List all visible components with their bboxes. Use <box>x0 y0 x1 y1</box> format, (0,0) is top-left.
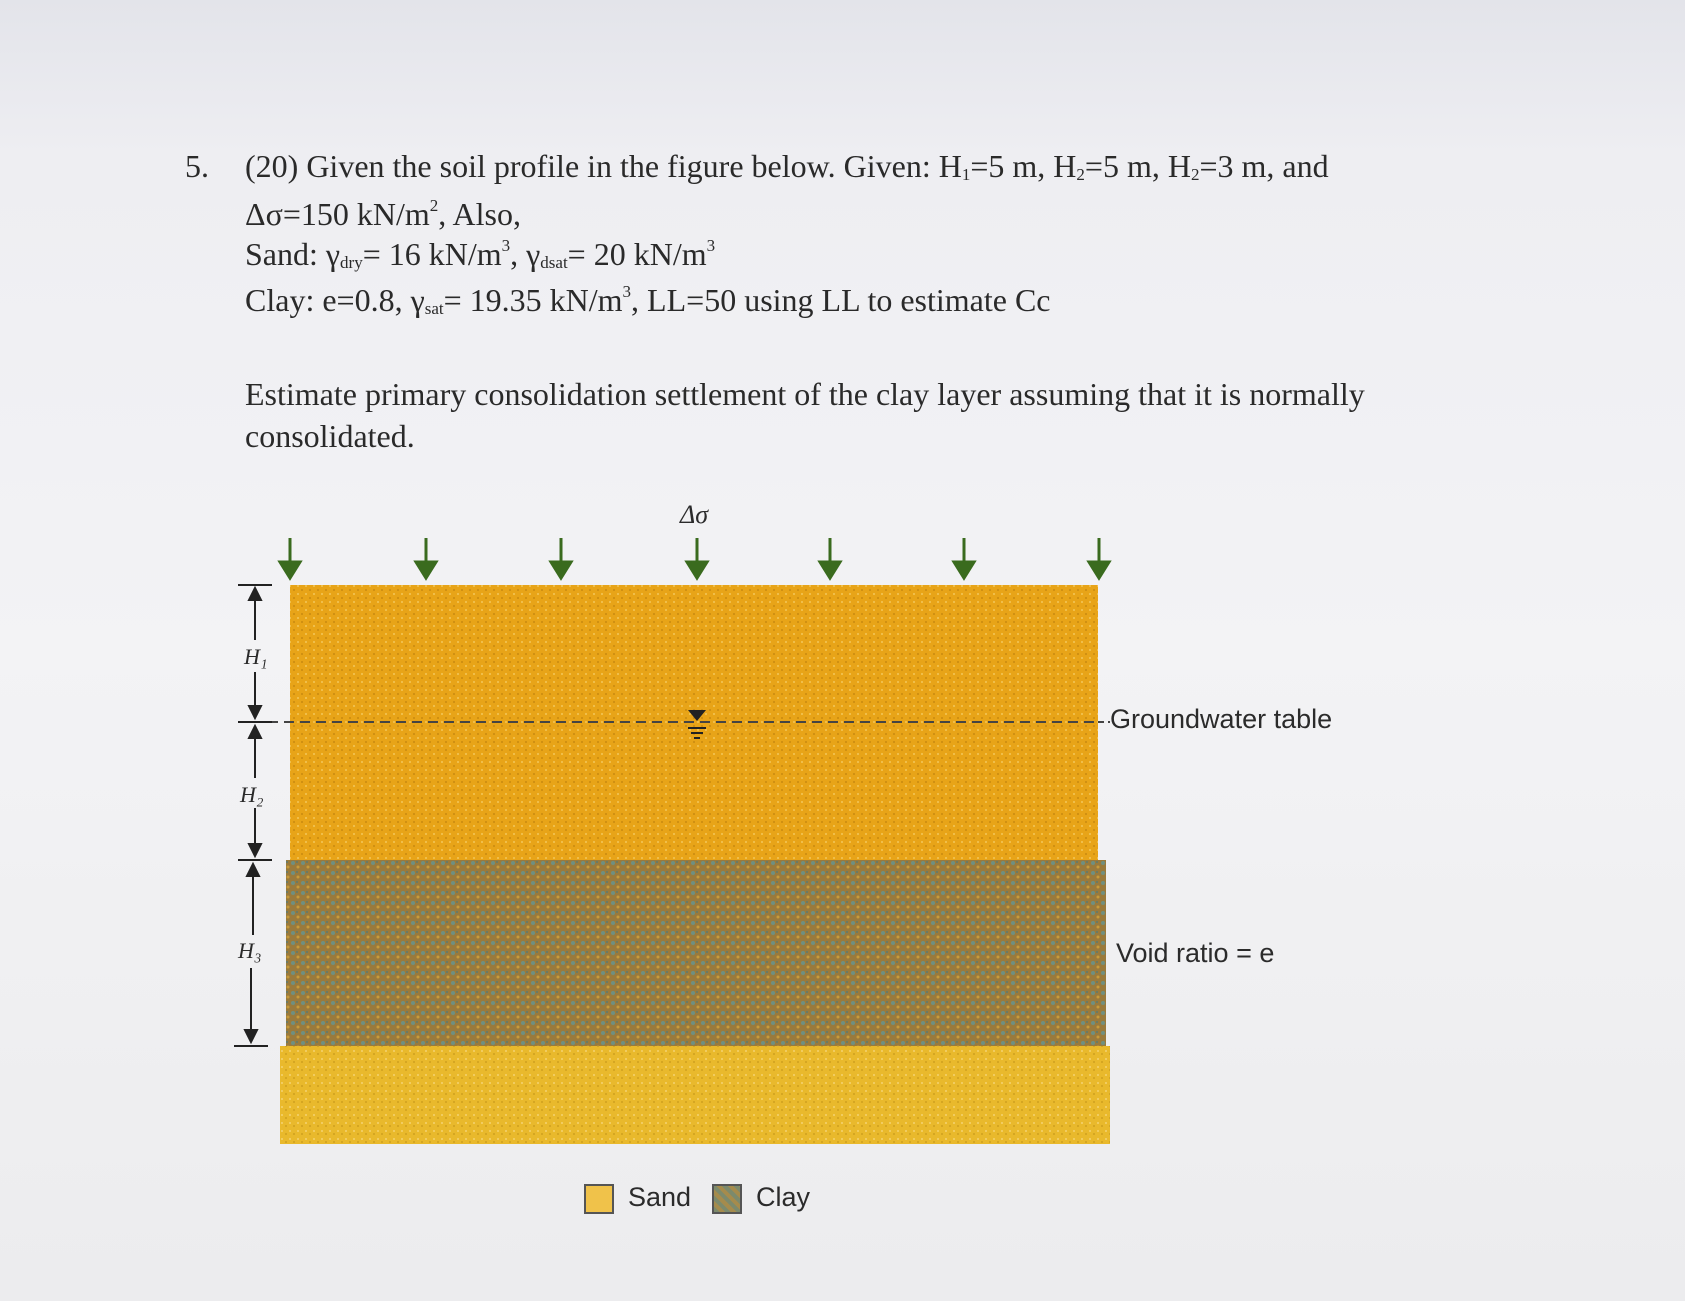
given-line-1: (20) Given the soil profile in the figure below. Given: H1=5 m, H2=5 m, H2=3 m, and <box>245 148 1329 184</box>
groundwater-label: Groundwater table <box>1110 704 1333 734</box>
load-label: Δσ <box>680 500 709 529</box>
sand-properties: Sand: γdry= 16 $kN/m^3$, γdsat= 20 $kN/m^3$ <box>245 236 716 272</box>
load-arrow-icon <box>1089 538 1109 578</box>
sand-layer-lower <box>280 1046 1110 1144</box>
dim-label-h1: H₁ <box>244 644 268 669</box>
points: (20) <box>245 148 299 184</box>
clay-legend-label: Clay <box>756 1182 811 1212</box>
load-arrows <box>280 538 1109 578</box>
task-line-2: consolidated. <box>245 418 415 454</box>
load-arrow-icon <box>416 538 436 578</box>
question-number: 5. <box>185 148 209 184</box>
clay-properties: Clay: e=0.8, γsat= 19.35 $kN/m^3$, LL=50 using LL to estimate Cc <box>245 282 1051 318</box>
dim-label-h2: H₂ <box>240 782 264 807</box>
void-ratio-label: Void ratio = e <box>1116 938 1275 968</box>
load-arrow-icon <box>551 538 571 578</box>
sand-legend-label: Sand <box>628 1182 692 1212</box>
load-arrow-icon <box>280 538 300 578</box>
load-arrow-icon <box>954 538 974 578</box>
load-arrow-icon <box>820 538 840 578</box>
dim-label-h3: H₃ <box>238 938 262 963</box>
clay-legend-swatch <box>712 1184 742 1214</box>
given-line-2: Δσ=150 $kN/m^2$, Also, <box>245 196 521 232</box>
clay-layer <box>286 860 1106 1046</box>
load-arrow-icon <box>687 538 707 578</box>
task-line-1: Estimate primary consolidation settlement of the clay layer assuming that it is normally <box>245 376 1365 412</box>
sand-legend-swatch <box>584 1184 614 1214</box>
